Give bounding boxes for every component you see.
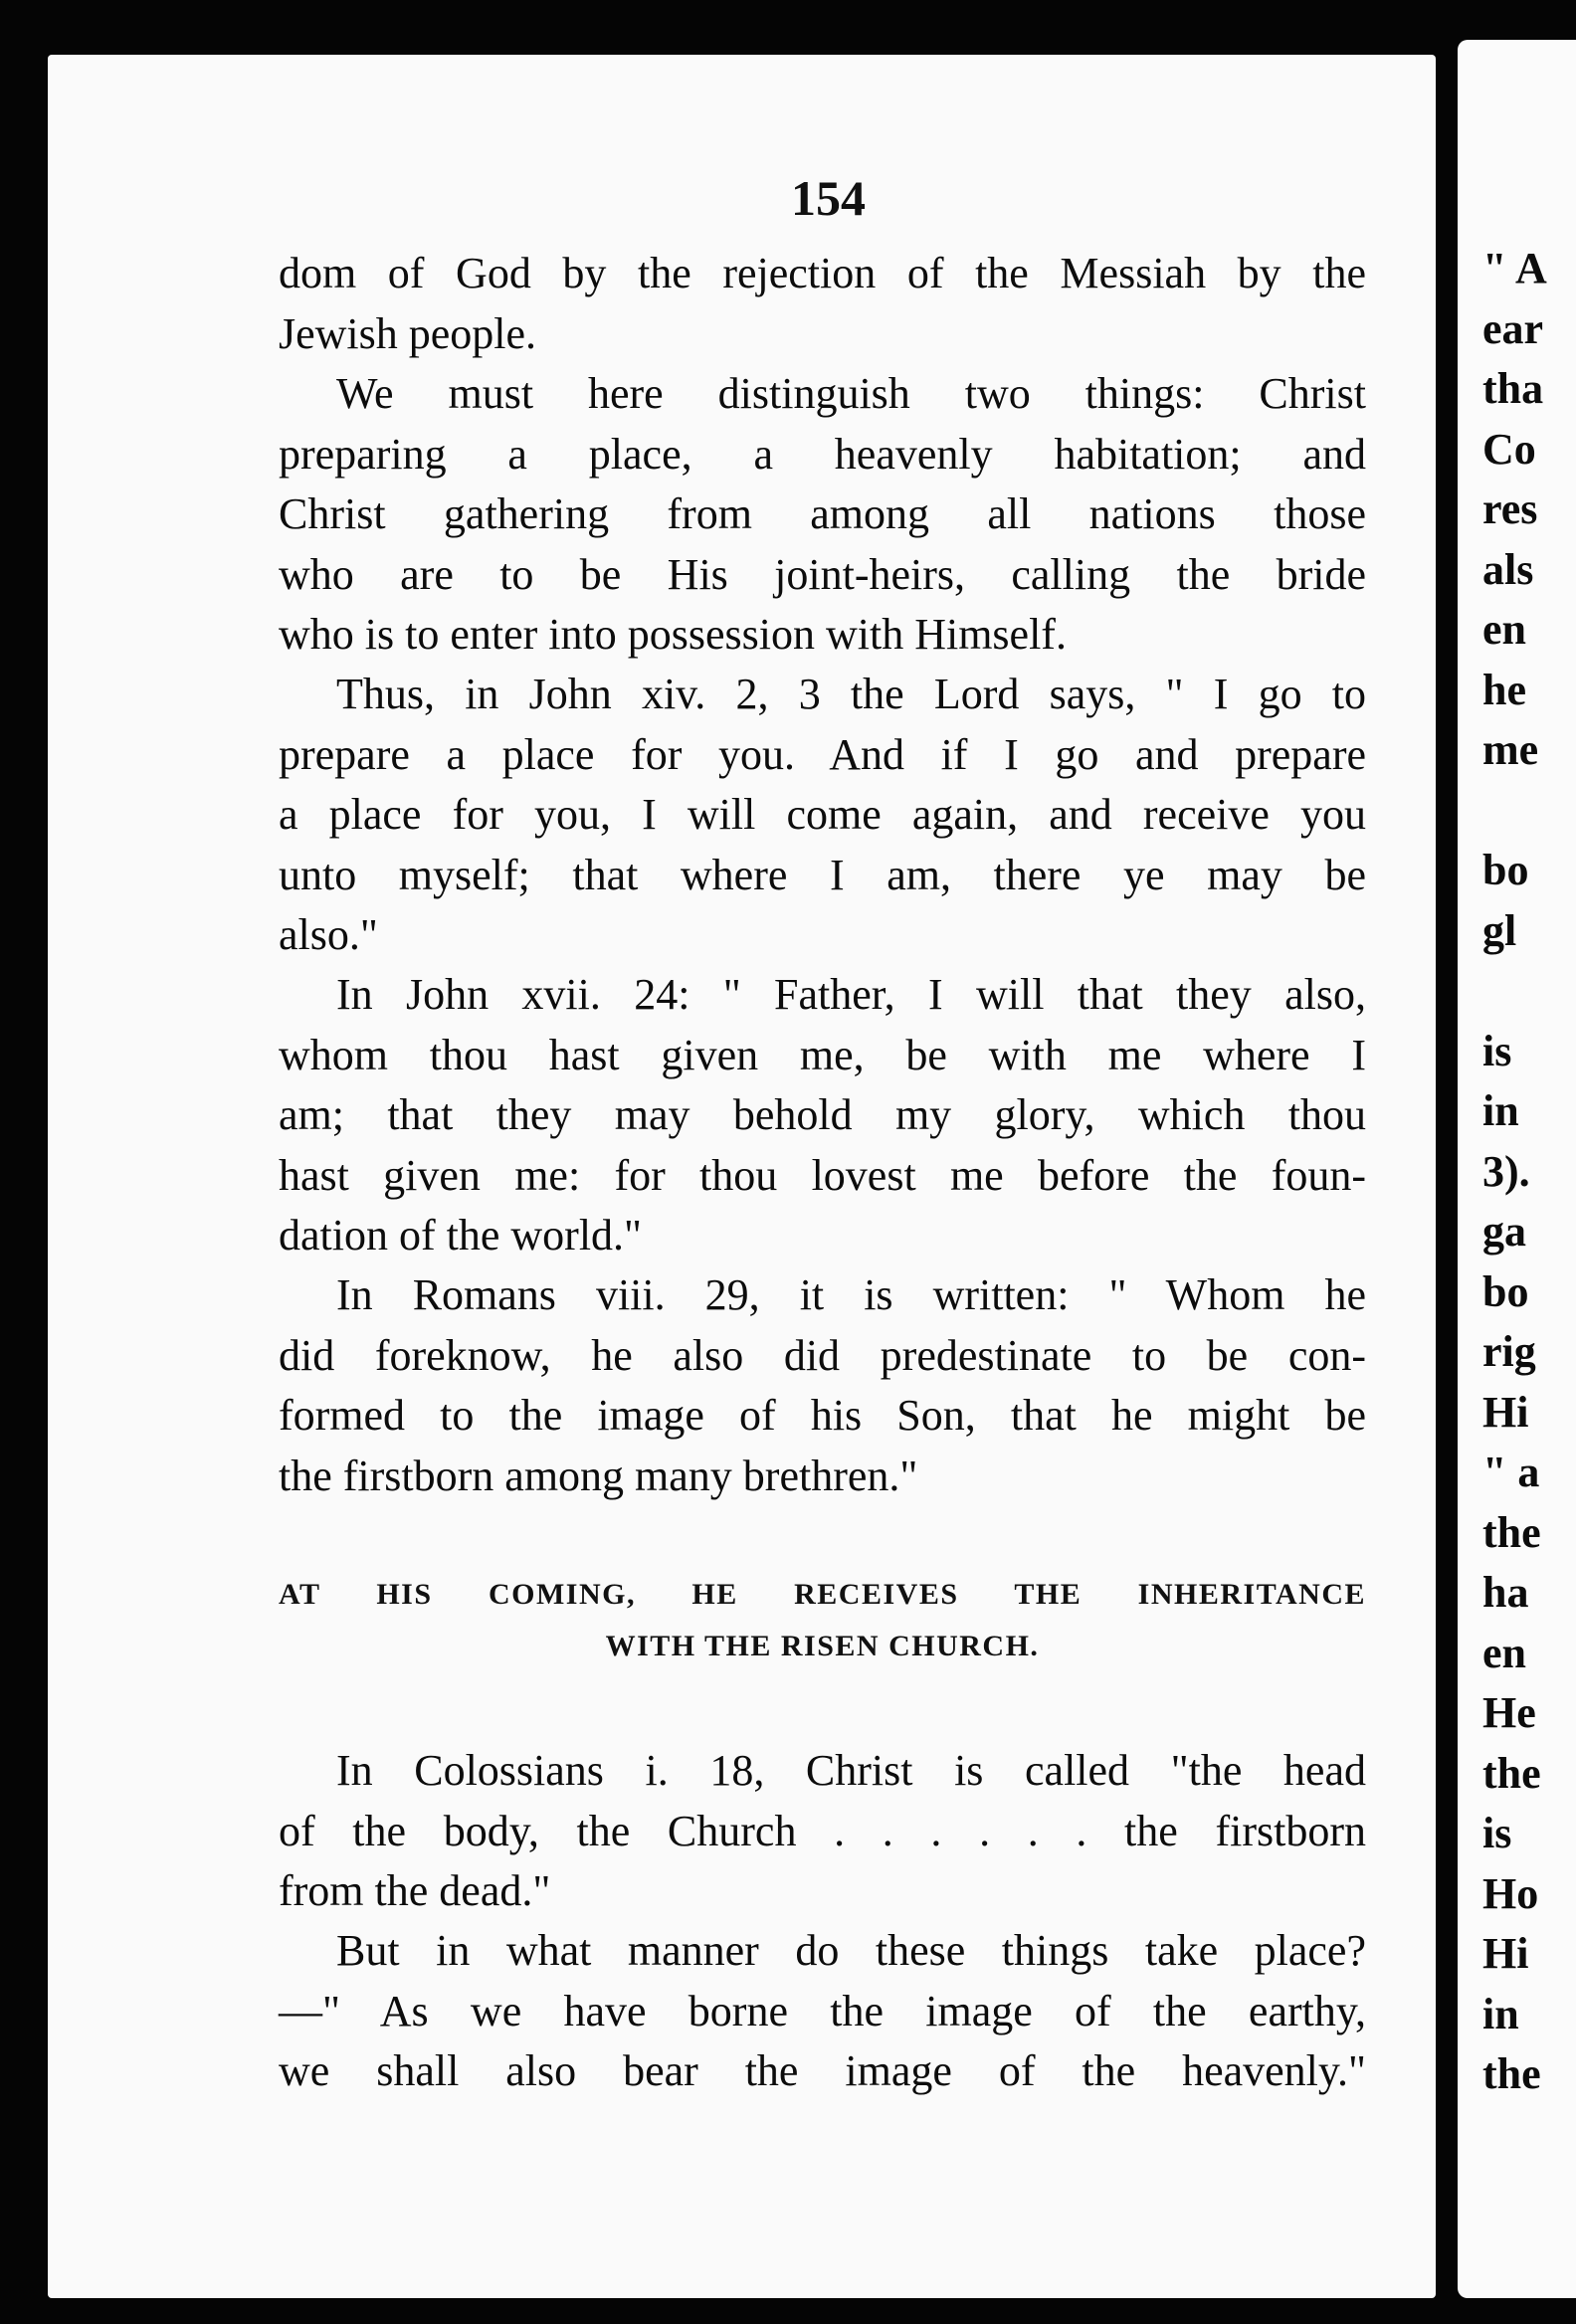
text-line: who are to be His joint-heirs, calling the bride	[279, 549, 1366, 599]
fragment-line: is	[1482, 1026, 1512, 1075]
text-line: did foreknow, he also did predestinate to be con-	[279, 1330, 1366, 1380]
fragment-line: ha	[1482, 1568, 1529, 1617]
fragment-line: ear	[1482, 303, 1544, 353]
fragment-line: Co	[1482, 424, 1536, 474]
section-heading	[279, 1569, 1366, 1672]
fragment-line: als	[1482, 544, 1534, 594]
fragment-line: gl	[1482, 905, 1517, 955]
fragment-line: in	[1482, 1989, 1519, 2038]
fragment-line: he	[1482, 665, 1526, 714]
paragraph-distinguish	[279, 364, 1366, 666]
page-number: 154	[791, 170, 866, 226]
fragment-line: ga	[1482, 1207, 1526, 1256]
text-line: We must here distinguish two things: Christ	[336, 369, 1366, 418]
fragment-line: " A	[1482, 244, 1547, 292]
fragment-line: en	[1482, 605, 1526, 654]
paragraph-romans	[279, 1265, 1366, 1506]
paragraph-colossians	[279, 1741, 1366, 1922]
text-line: the firstborn among many brethren."	[279, 1451, 918, 1500]
text-line: hast given me: for thou lovest me before the foun-	[279, 1150, 1366, 1200]
text-line: dation of the world."	[279, 1211, 642, 1259]
text-line: whom thou hast given me, be with me where I	[279, 1030, 1366, 1079]
paragraph-manner	[279, 1921, 1366, 2102]
section-heading-line: AT HIS COMING, HE RECEIVES THE INHERITANCE	[279, 1578, 1366, 1611]
fragment-line: en	[1482, 1628, 1526, 1677]
text-line: prepare a place for you. And if I go and prepare	[279, 729, 1366, 779]
text-line: Christ gathering from among all nations those	[279, 489, 1366, 538]
text-line: —" As we have borne the image of the earthy,	[279, 1986, 1366, 2035]
text-line: am; that they may behold my glory, which thou	[279, 1090, 1366, 1139]
fragment-line: the	[1482, 1507, 1541, 1557]
fragment-line: " a	[1482, 1448, 1540, 1496]
text-line: Jewish people.	[279, 308, 537, 358]
text-line: But in what manner do these things take place?	[336, 1926, 1366, 1975]
text-line: preparing a place, a heavenly habitation; and	[279, 429, 1366, 479]
text-line: In Romans viii. 29, it is written: " Whom he	[336, 1270, 1366, 1319]
fragment-line: Hi	[1482, 1929, 1529, 1978]
section-heading-line: WITH THE RISEN CHURCH.	[605, 1630, 1040, 1662]
text-line: we shall also bear the image of the heavenly."	[279, 2046, 1366, 2095]
text-line: from the dead."	[279, 1866, 551, 1915]
fragment-line: in	[1482, 1086, 1519, 1135]
text-line: who is to enter into possession with Himself.	[279, 610, 1067, 659]
fragment-line: the	[1482, 1748, 1541, 1798]
paragraph-john-xvii	[279, 965, 1366, 1266]
fragment-line: He	[1482, 1688, 1536, 1737]
paragraph-continuation	[279, 244, 1366, 364]
fragment-line: me	[1482, 725, 1539, 774]
text-line: In Colossians i. 18, Christ is called "the head	[336, 1746, 1366, 1795]
fragment-line: is	[1482, 1809, 1512, 1857]
fragment-line: Ho	[1482, 1868, 1539, 1918]
text-line: dom of God by the rejection of the Messiah by the	[279, 249, 1366, 297]
text-line: formed to the image of his Son, that he might be	[279, 1391, 1366, 1440]
fragment-line: bo	[1482, 1266, 1529, 1316]
fragment-line: bo	[1482, 846, 1529, 894]
text-line: of the body, the Church . . . . . . the firstborn	[279, 1806, 1366, 1855]
fragment-line: Hi	[1482, 1387, 1529, 1437]
paragraph-john-xiv	[279, 665, 1366, 966]
text-line: unto myself; that where I am, there ye may be	[279, 850, 1366, 899]
text-line: Thus, in John xiv. 2, 3 the Lord says, " I go to	[336, 670, 1366, 718]
text-line: a place for you, I will come again, and receive you	[279, 790, 1366, 839]
fragment-line: res	[1482, 484, 1538, 533]
fragment-line: the	[1482, 2049, 1541, 2098]
text-line: In John xvii. 24: " Father, I will that they also,	[336, 970, 1366, 1019]
text-line: also."	[279, 910, 378, 959]
fragment-line	[1482, 781, 1547, 842]
fragment-line: rig	[1482, 1327, 1536, 1376]
fragment-line	[1482, 961, 1547, 1022]
fragment-line: tha	[1482, 364, 1544, 413]
right-page-text-fragments	[1482, 239, 1547, 2105]
fragment-line: 3).	[1482, 1146, 1530, 1196]
